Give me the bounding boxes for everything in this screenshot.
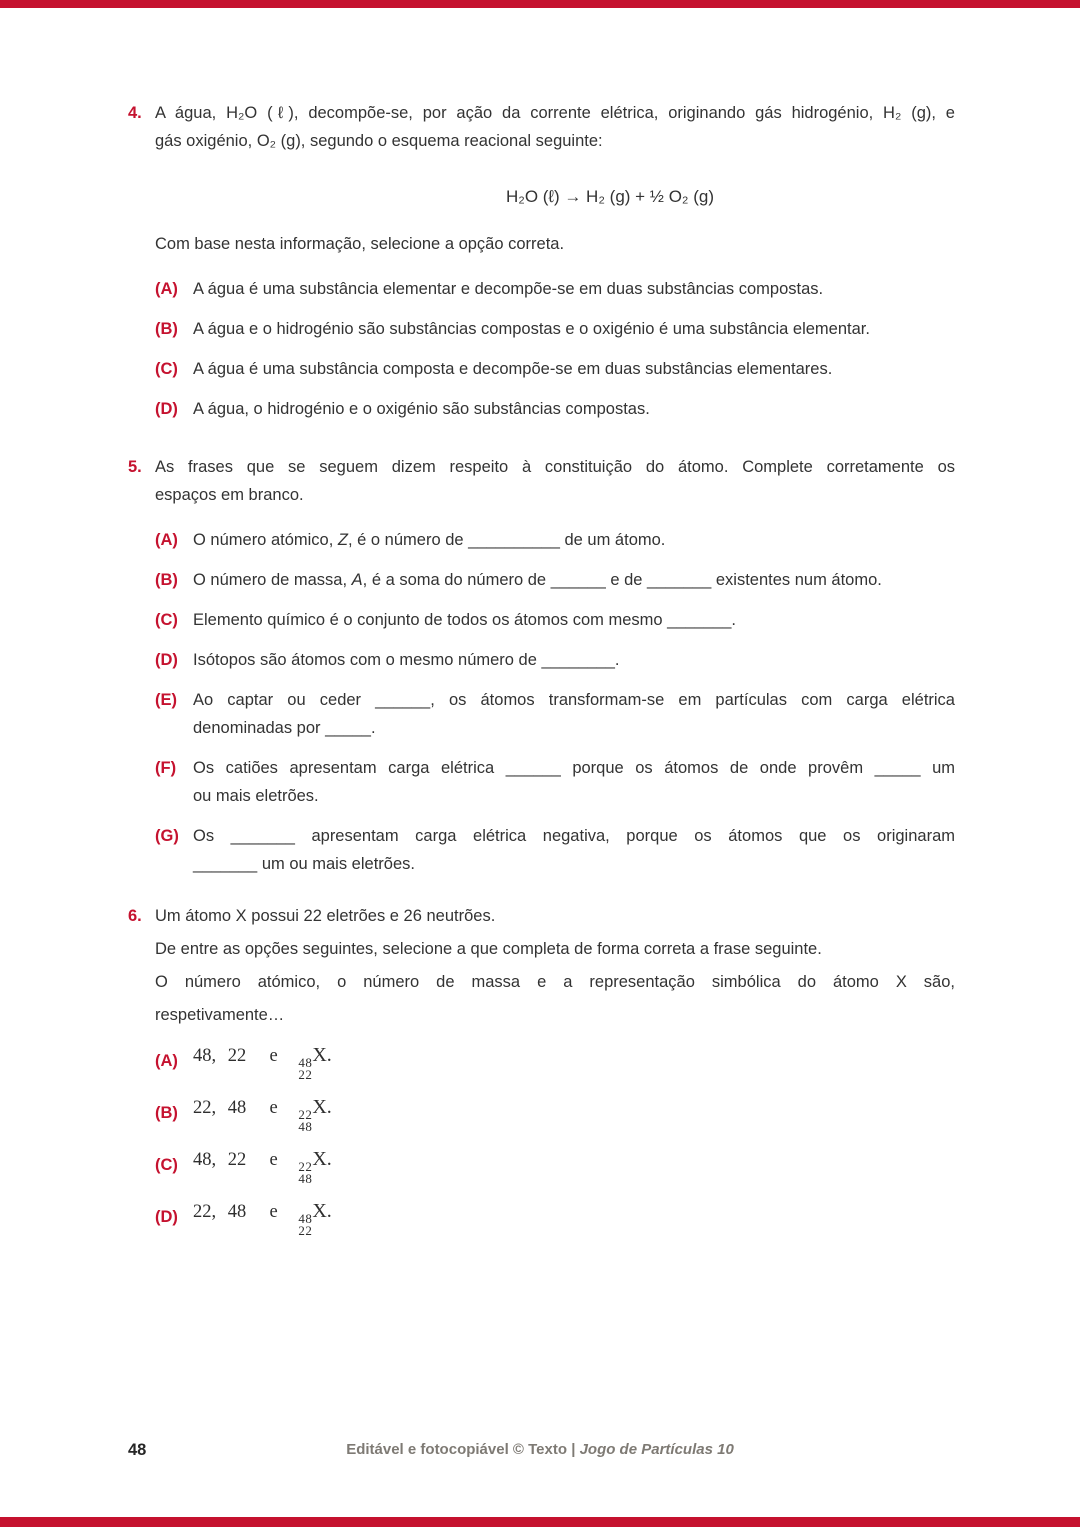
question-6-line-2: De entre as opções seguintes, selecione a que completa de forma correta a frase seguinte. — [155, 940, 822, 958]
option-line-1: Ao captar ou ceder ______, os átomos transformam-se em partículas com carga elétrica — [193, 691, 955, 709]
question-4-option-c — [155, 355, 955, 383]
option-label: (A) — [155, 280, 178, 298]
question-5-option-e — [155, 686, 955, 742]
question-4-intro-line-2: gás oxigénio, O₂ (g), segundo o esquema reacional seguinte: — [155, 132, 603, 150]
question-5-intro-line-2: espaços em branco. — [155, 486, 304, 504]
nuclide-notation — [298, 1109, 312, 1133]
question-5 — [128, 453, 955, 878]
option-label: (C) — [155, 360, 178, 378]
option-label: (A) — [155, 531, 178, 549]
question-6-line-3: O número atómico, o número de massa e a representação simbólica do átomo X são, — [155, 973, 955, 991]
option-text — [193, 1144, 955, 1185]
option-line-2: _______ um ou mais eletrões. — [193, 855, 415, 873]
option-label: (F) — [155, 759, 177, 777]
question-4-number: 4. — [128, 104, 142, 122]
option-text-pre: O número atómico, — [193, 531, 338, 549]
nuclide-notation — [298, 1213, 312, 1237]
question-4-option-a — [155, 275, 955, 303]
option-text: Elemento químico é o conjunto de todos os átomos com mesmo _______. — [193, 611, 736, 629]
question-5-body — [155, 453, 955, 878]
option-numbers: 48, 22 e — [193, 1150, 290, 1170]
option-numbers: 48, 22 e — [193, 1046, 290, 1066]
page-footer — [0, 1438, 1080, 1462]
option-text: A água é uma substância composta e decompõe-se em duas substâncias elementares. — [193, 360, 833, 378]
question-5-option-d — [155, 646, 955, 674]
option-label: (A) — [155, 1051, 178, 1070]
option-numbers: 22, 48 e — [193, 1202, 290, 1222]
question-6-option-a — [155, 1040, 955, 1081]
option-text: A água, o hidrogénio e o oxigénio são substâncias compostas. — [193, 400, 650, 418]
option-label: (C) — [155, 1155, 178, 1174]
variable-symbol: A — [351, 571, 363, 589]
question-6-option-b — [155, 1092, 955, 1133]
atomic-number: 22 — [298, 1223, 313, 1238]
option-text — [193, 566, 955, 594]
question-6-number: 6. — [128, 907, 142, 925]
page-content — [128, 99, 955, 1237]
option-text-pre: O número de massa, — [193, 571, 352, 589]
question-5-option-f — [155, 754, 955, 810]
question-5-number: 5. — [128, 458, 142, 476]
nuclide-notation — [298, 1057, 312, 1081]
question-6-body — [155, 902, 955, 1237]
option-text: A água é uma substância elementar e decompõe-se em duas substâncias compostas. — [193, 280, 824, 298]
question-5-option-a — [155, 526, 955, 554]
option-text: Isótopos são átomos com o mesmo número de ________. — [193, 651, 620, 669]
footer-credit — [0, 1438, 1080, 1462]
chemical-equation: H₂O (ℓ) → H₂ (g) + ½ O₂ (g) — [505, 187, 715, 206]
option-text-post: , é o número de __________ de um átomo. — [347, 531, 666, 549]
option-label: (D) — [155, 651, 178, 669]
question-4 — [128, 99, 955, 423]
question-6 — [128, 902, 955, 1237]
element-symbol: X. — [312, 1148, 332, 1170]
option-text — [193, 526, 955, 554]
option-label: (E) — [155, 691, 177, 709]
question-6-line-4: respetivamente… — [155, 1006, 285, 1024]
option-line-1: Os _______ apresentam carga elétrica negativa, porque os átomos que os originaram — [193, 827, 955, 845]
option-text: A água e o hidrogénio são substâncias compostas e o oxigénio é uma substância elementar. — [193, 320, 870, 338]
option-label: (C) — [155, 611, 178, 629]
atomic-number: 48 — [298, 1171, 313, 1186]
option-label: (D) — [155, 400, 178, 418]
option-text — [193, 1040, 955, 1081]
question-6-option-d — [155, 1196, 955, 1237]
nuclide-notation — [298, 1161, 312, 1185]
mass-number: 22 — [298, 1159, 313, 1174]
option-text — [193, 1196, 955, 1237]
footer-credit-text: Editável e fotocopiável © Texto | — [346, 1441, 580, 1458]
option-text — [193, 686, 955, 742]
page-number: 48 — [128, 1441, 147, 1459]
mass-number: 22 — [298, 1107, 313, 1122]
question-5-intro-line-1: As frases que se seguem dizem respeito à constituição do átomo. Complete corretamente os — [155, 458, 955, 476]
question-4-body — [155, 99, 955, 423]
option-label: (G) — [155, 827, 179, 845]
question-5-option-c — [155, 606, 955, 634]
option-text — [193, 822, 955, 878]
option-numbers: 22, 48 e — [193, 1098, 290, 1118]
mass-number: 48 — [298, 1055, 313, 1070]
question-5-option-g — [155, 822, 955, 878]
atomic-number: 48 — [298, 1119, 313, 1134]
question-4-option-d — [155, 395, 955, 423]
option-text — [193, 754, 955, 810]
question-5-option-b — [155, 566, 955, 594]
option-line-1: Os catiões apresentam carga elétrica ______ porque os átomos de onde provêm _____ um — [193, 759, 955, 777]
option-label: (B) — [155, 1103, 178, 1122]
option-line-2: denominadas por _____. — [193, 719, 376, 737]
option-label: (B) — [155, 571, 178, 589]
top-edge-bar — [0, 0, 1080, 8]
question-4-lead: Com base nesta informação, selecione a opção correta. — [155, 235, 565, 253]
question-6-option-c — [155, 1144, 955, 1185]
option-text-post: , é a soma do número de ______ e de _______ existentes num átomo. — [362, 571, 882, 589]
variable-symbol: Z — [337, 531, 348, 549]
element-symbol: X. — [312, 1096, 332, 1118]
book-title: Jogo de Partículas 10 — [579, 1441, 734, 1458]
option-text — [193, 1092, 955, 1133]
question-6-line-1: Um átomo X possui 22 eletrões e 26 neutrões. — [155, 907, 496, 925]
option-line-2: ou mais eletrões. — [193, 787, 319, 805]
atomic-number: 22 — [298, 1067, 313, 1082]
mass-number: 48 — [298, 1211, 313, 1226]
bottom-edge-bar — [0, 1517, 1080, 1527]
question-4-intro-line-1: A água, H₂O (ℓ), decompõe-se, por ação da corrente elétrica, originando gás hidrogénio, H₂ (g), e — [155, 104, 955, 122]
option-label: (B) — [155, 320, 178, 338]
option-label: (D) — [155, 1207, 178, 1226]
element-symbol: X. — [312, 1200, 332, 1222]
question-4-option-b — [155, 315, 955, 343]
element-symbol: X. — [312, 1044, 332, 1066]
